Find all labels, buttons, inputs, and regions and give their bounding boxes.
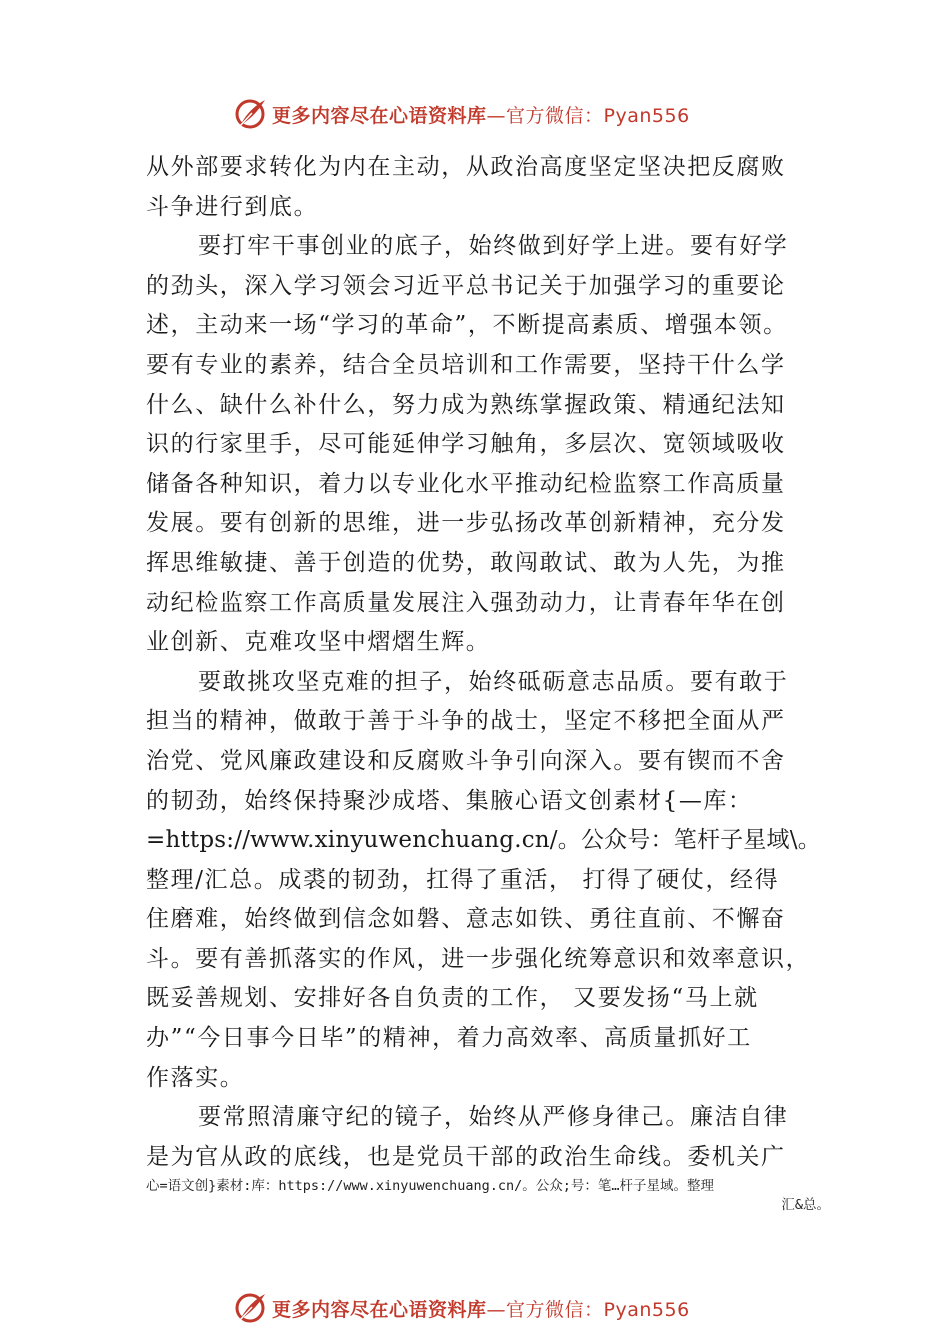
url-line: =https://www.xinyuwenchuang.cn/。公众号：笔杆子星域\。	[146, 827, 821, 854]
banner-title: 更多内容尽在心语资料库	[272, 104, 487, 127]
paragraph-start-line: 要常照清廉守纪的镜子，始终从严修身律己。廉洁自律	[198, 1104, 789, 1131]
text-line: 治党、党风廉政建设和反腐败斗争引向深入。要有锲而不舍	[146, 747, 786, 774]
text-line: 储备各种知识，着力以专业化水平推动纪检监察工作高质量	[146, 470, 786, 497]
text-line: 从外部要求转化为内在主动，从政治高度坚定坚决把反腐败	[146, 154, 786, 180]
text-line: 既妥善规划、安排好各自负责的工作， 又要发扬“马上就	[146, 985, 759, 1012]
text-line: 斗争进行到底。	[146, 193, 319, 220]
text-line: 的韧劲，始终保持聚沙成塔、集腋心语文创素材{—库：	[146, 787, 753, 814]
body-text	[146, 148, 821, 1177]
quill-logo-icon	[232, 1290, 268, 1326]
text-line: 的劲头，深入学习领会习近平总书记关于加强学习的重要论	[146, 272, 786, 299]
text-line: 办”“今日事今日毕”的精神，着力高效率、高质量抓好工	[146, 1025, 752, 1052]
text-line: 要有专业的素养，结合全员培训和工作需要，坚持干什么学	[146, 351, 786, 378]
text-line: 业创新、克难攻坚中熠熠生辉。	[146, 629, 491, 656]
text-line: 住磨难，始终做到信念如磐、意志如铁、勇往直前、不懈奋	[146, 906, 786, 933]
quill-logo-icon	[232, 96, 268, 132]
text-line: 述，主动来一场“学习的革命”，不断提高素质、增强本领。	[146, 312, 788, 339]
text-line: 挥思维敏捷、善于创造的优势，敢闯敢试、敢为人先，为推	[146, 549, 786, 576]
text-line: 斗。要有善抓落实的作风，进一步强化统筹意识和效率意识，	[146, 945, 811, 972]
banner-wechat: —官方微信：Pyan556	[486, 104, 690, 127]
text-line: 整理/汇总。成裘的韧劲，扛得了重活， 打得了硬仗，经得	[146, 866, 780, 893]
footnote-line: 汇&总。	[781, 1197, 830, 1213]
banner-wechat: —官方微信：Pyan556	[486, 1298, 690, 1321]
footer-banner	[232, 1290, 690, 1326]
header-banner	[232, 96, 690, 132]
paragraph-start-line: 要敢挑攻坚克难的担子，始终砥砺意志品质。要有敢于	[198, 668, 789, 695]
text-line: 什么、缺什么补什么，努力成为熟练掌握政策、精通纪法知	[146, 391, 786, 418]
text-line: 是为官从政的底线，也是党员干部的政治生命线。委机关广	[146, 1143, 786, 1170]
text-line: 发展。要有创新的思维，进一步弘扬改革创新精神，充分发	[146, 510, 786, 537]
text-line: 动纪检监察工作高质量发展注入强劲动力，让青春年华在创	[146, 589, 786, 616]
banner-title: 更多内容尽在心语资料库	[272, 1298, 487, 1321]
paragraph-start-line: 要打牢干事创业的底子，始终做到好学上进。要有好学	[198, 233, 789, 260]
text-line: 识的行家里手，尽可能延伸学习触角，多层次、宽领域吸收	[146, 431, 786, 458]
text-line: 作落实。	[146, 1064, 245, 1091]
text-line: 担当的精神，做敢于善于斗争的战士，坚定不移把全面从严	[146, 708, 786, 735]
footnote	[146, 1177, 830, 1215]
footnote-line: 心=语文创}素材:库：https://www.xinyuwenchuang.cn/。公众;号：笔…杆子星域。整理	[146, 1178, 714, 1194]
